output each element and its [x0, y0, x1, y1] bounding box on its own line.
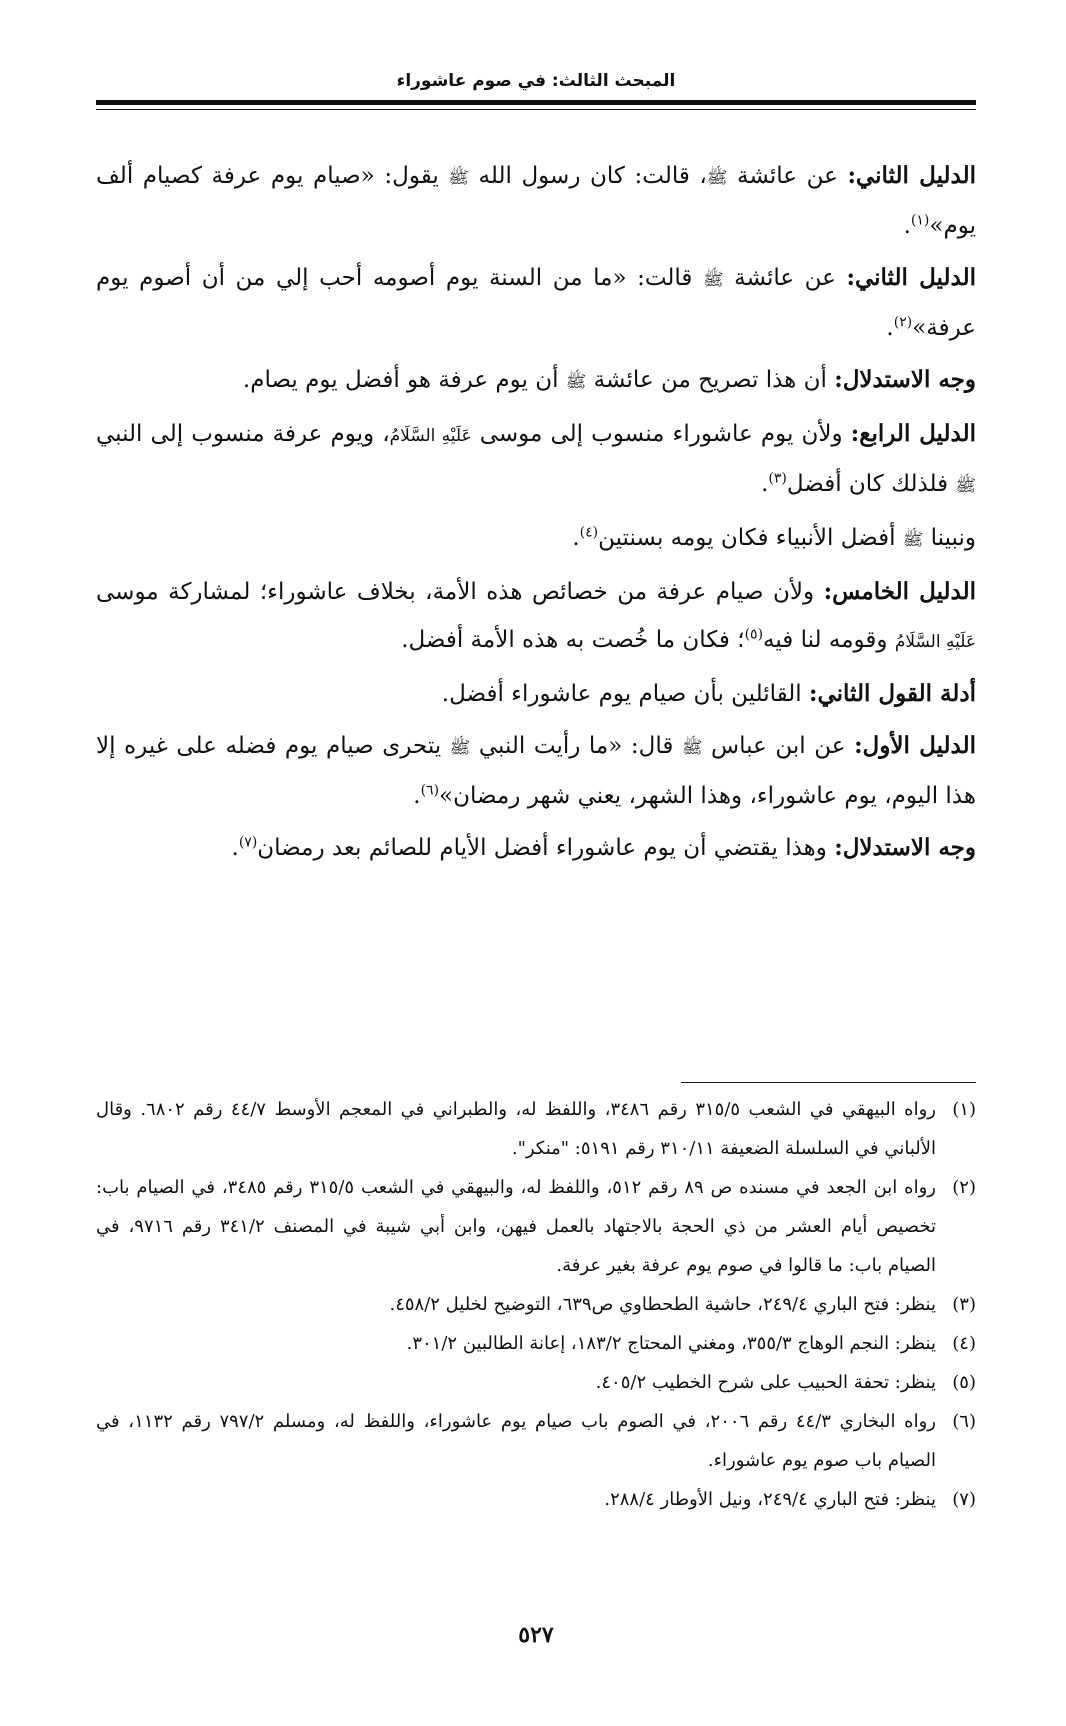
honorific-mark: ﷺ	[565, 372, 587, 392]
footnote-ref[interactable]: (٥)	[744, 626, 764, 643]
footnote-ref[interactable]: (٢)	[893, 314, 913, 331]
footnote-text: ينظر: النجم الوهاج ٣٥٥/٣، ومغني المحتاج ١٨٣/٢، إعانة الطالبين ٣٠١/٢.	[406, 1333, 936, 1354]
footnotes	[96, 1090, 976, 1519]
honorific-mark: عَلَيْهِ السَّلَامُ	[389, 426, 472, 446]
main-text	[96, 152, 976, 876]
honorific-mark: ﷺ	[955, 476, 976, 496]
honorific-mark: ﷺ	[448, 168, 469, 188]
footnote-text: رواه ابن الجعد في مسنده ص ٨٩ رقم ٥١٢، واللفظ له، والبيهقي في الشعب ٣١٥/٥ رقم ٣٤٨٥، في الصيام باب: تخصيص أيام العشر من ذي الحجة بالاجتهاد بالعمل فيهن، وابن أبي شيبة في المصنف ٣٤١/٢ رقم ٩٧١٦، في الصيام باب: ما قالوا في صوم يوم عرفة بغير عرفة.	[96, 1177, 936, 1276]
footnote	[96, 1402, 976, 1480]
honorific-mark: ﷺ	[902, 530, 924, 550]
footnote-ref[interactable]: (٦)	[420, 782, 440, 799]
paragraph-5: ونبينا ﷺ أفضل الأنبياء فكان يومه بسنتين$^{(٤)}$.	[572, 524, 976, 551]
footnote-text: رواه البخاري ٤٤/٣ رقم ٢٠٠٦، في الصوم باب صيام يوم عاشوراء، واللفظ له، ومسلم ٧٩٧/٢ رقم ١١٣٢، في الصيام باب صوم يوم عاشوراء.	[96, 1411, 936, 1471]
honorific-mark: عَلَيْهِ السَّلَامُ	[894, 632, 976, 652]
paragraph-label: الدليل الثاني:	[847, 162, 976, 189]
paragraph-label: الدليل الخامس:	[823, 578, 977, 605]
footnote-number: (١)	[952, 1099, 976, 1120]
footnote	[96, 1168, 976, 1285]
paragraph-8: الدليل الأول: عن ابن عباس ﷺ قال: «ما رأيت النبي ﷺ يتحرى صيام يوم فضله على غيره إلا هذا اليوم، يوم عاشوراء، وهذا الشهر، يعني شهر رمضان»$^{(٦)}$.	[96, 732, 976, 809]
header-rule-thick	[96, 100, 976, 105]
footnote	[96, 1480, 976, 1519]
footnote-ref[interactable]: (٤)	[579, 524, 599, 541]
footnote-number: (٢)	[952, 1177, 976, 1198]
footnote-number: (٥)	[952, 1372, 976, 1393]
footnote	[96, 1090, 976, 1168]
footnote	[96, 1324, 976, 1363]
footnote-number: (٣)	[952, 1294, 976, 1315]
paragraph-4: الدليل الرابع: ولأن يوم عاشوراء منسوب إلى موسى عَلَيْهِ السَّلَامُ، ويوم عرفة منسوب إلى النبي ﷺ فلذلك كان أفضل$^{(٣)}$.	[96, 420, 976, 497]
running-head: المبحث الثالث: في صوم عاشوراء	[396, 71, 676, 91]
footnote-separator	[681, 1082, 976, 1083]
paragraph-9: وجه الاستدلال: وهذا يقتضي أن يوم عاشوراء أفضل الأيام للصائم بعد رمضان$^{(٧)}$.	[231, 834, 976, 861]
footnote-number: (٦)	[952, 1411, 976, 1432]
footnote-text: ينظر: فتح الباري ٢٤٩/٤، ونيل الأوطار ٢٨٨/٤.	[604, 1489, 936, 1510]
paragraph-label: الدليل الثاني:	[846, 264, 976, 291]
footnote-number: (٧)	[952, 1489, 976, 1510]
paragraph-3: وجه الاستدلال: أن هذا تصريح من عائشة ﷺ أن يوم عرفة هو أفضل يوم يصام.	[242, 366, 976, 393]
paragraph-6: الدليل الخامس: ولأن صيام عرفة من خصائص هذه الأمة، بخلاف عاشوراء؛ لمشاركة موسى عَلَيْهِ السَّلَامُ وقومه لنا فيه$^{(٥)}$؛ فكان ما خُصت به هذه الأمة أفضل.	[96, 578, 977, 653]
footnote-text: رواه البيهقي في الشعب ٣١٥/٥ رقم ٣٤٨٦، واللفظ له، والطبراني في المعجم الأوسط ٤٤/٧ رقم ٦٨٠٢. وقال الألباني في السلسلة الضعيفة ٣١٠/١١ رقم ٥١٩١: "منكر".	[96, 1099, 936, 1159]
footnote-text: ينظر: تحفة الحبيب على شرح الخطيب ٤٠٥/٢.	[595, 1372, 936, 1393]
page-number: ٥٢٧	[518, 1622, 554, 1648]
footnote-ref[interactable]: (٧)	[238, 834, 258, 851]
footnote-text: ينظر: فتح الباري ٢٤٩/٤، حاشية الطحطاوي ص٦٣٩، التوضيح لخليل ٤٥٨/٢.	[389, 1294, 936, 1315]
paragraph-1: الدليل الثاني: عن عائشة ﷺ، قالت: كان رسول الله ﷺ يقول: «صيام يوم عرفة كصيام ألف يوم»$^{(١)}$.	[96, 162, 976, 239]
paragraph-7: أدلة القول الثاني: القائلين بأن صيام يوم عاشوراء أفضل.	[441, 680, 976, 707]
paragraph-label: الدليل الأول:	[854, 732, 976, 759]
honorific-mark: ﷺ	[449, 738, 471, 758]
header-rule-thin	[96, 109, 976, 110]
paragraph-label: وجه الاستدلال:	[834, 834, 976, 861]
honorific-mark: ﷺ	[706, 168, 728, 188]
paragraph-label: أدلة القول الثاني:	[808, 680, 976, 707]
footnote	[96, 1285, 976, 1324]
paragraph-2: الدليل الثاني: عن عائشة ﷺ قالت: «ما من السنة يوم أصومه أحب إلي من أن أصوم يوم عرفة»$^{(٢)}$.	[96, 264, 976, 341]
paragraph-label: وجه الاستدلال:	[834, 366, 976, 393]
honorific-mark: ﷺ	[703, 270, 724, 290]
footnote-ref[interactable]: (١)	[910, 212, 930, 229]
footnote	[96, 1363, 976, 1402]
footnote-number: (٤)	[952, 1333, 976, 1354]
paragraph-label: الدليل الرابع:	[850, 420, 976, 447]
honorific-mark: ﷺ	[681, 738, 703, 758]
footnote-ref[interactable]: (٣)	[768, 470, 787, 487]
